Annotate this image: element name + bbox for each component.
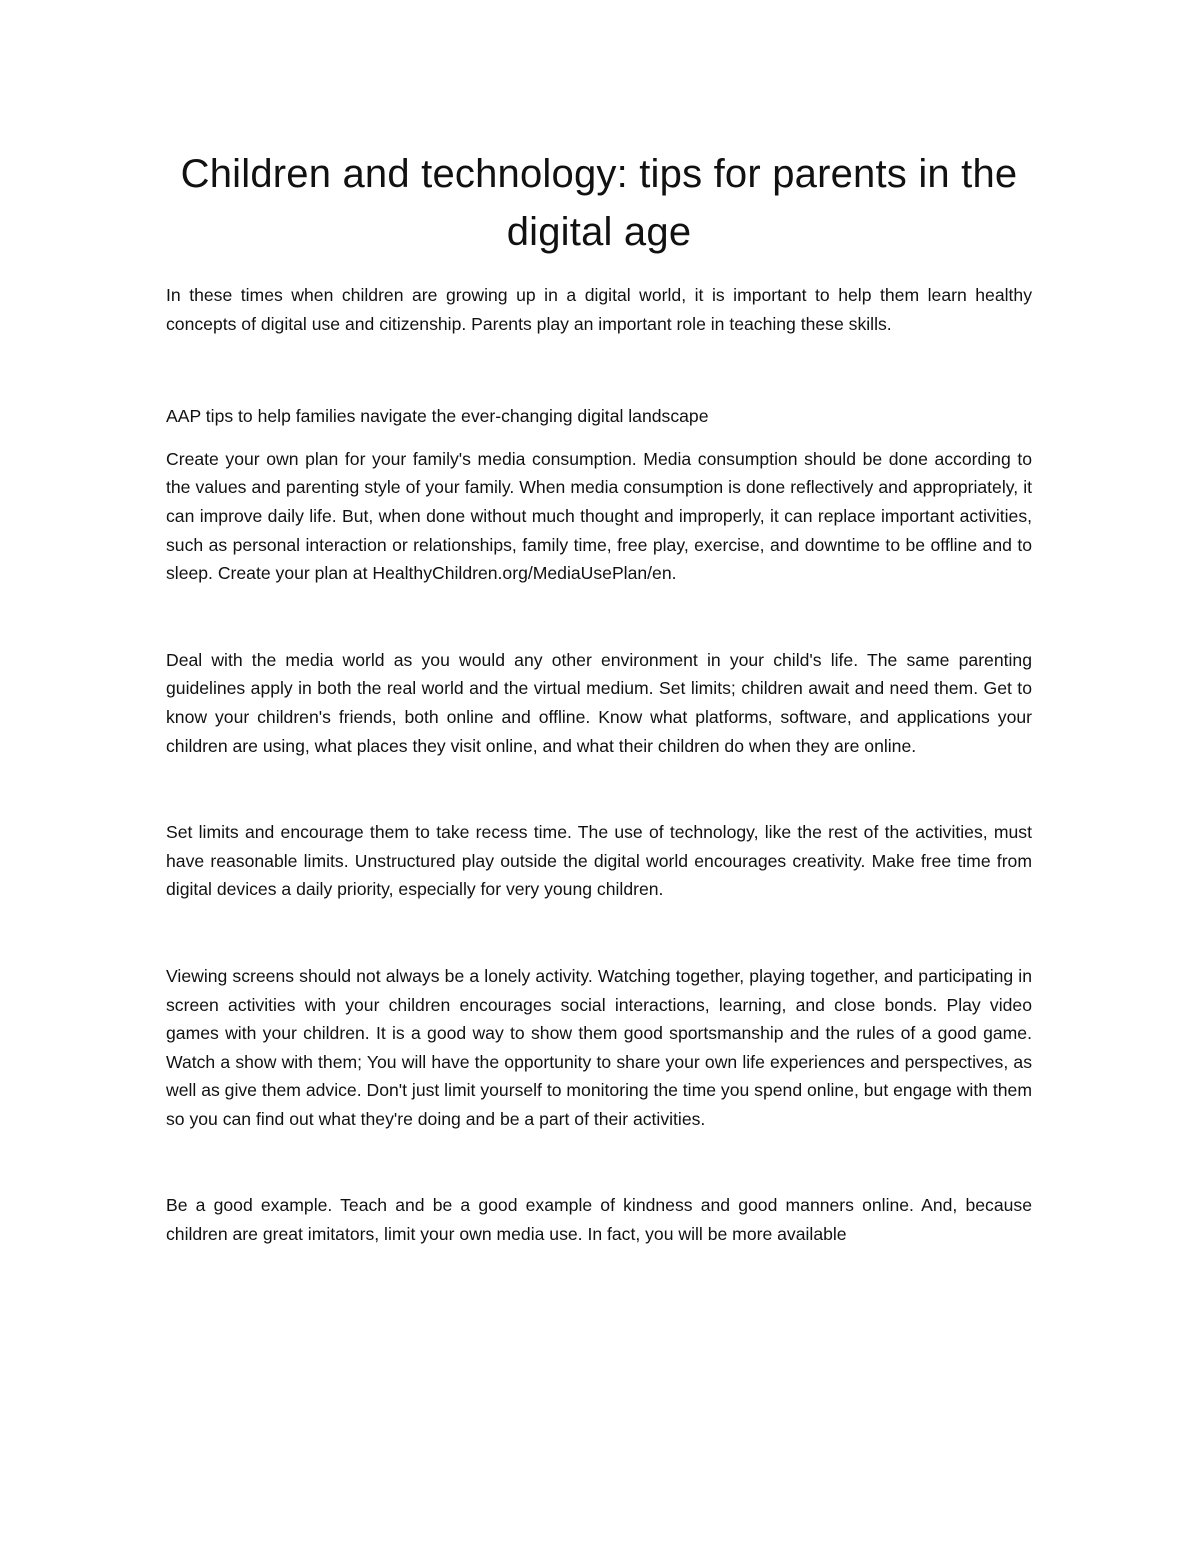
body-paragraph-good-example: Be a good example. Teach and be a good example of kindness and good manners online. And, because children are great imitators, limit your own media use. In fact, you will be more available xyxy=(166,1195,1032,1245)
document-body xyxy=(166,145,1032,1249)
body-paragraph-viewing-screens: Viewing screens should not always be a lonely activity. Watching together, playing together, and participating in screen activities with your children encourages social interactions, learning, and close bonds. Play video games with your children. It is a good way to show them good sportsmanship and the rules of a good game. Watch a show with them; You will have the opportunity to share your own life experiences and perspectives, as well as give them advice. Don't just limit yourself to monitoring the time you spend online, but engage with them so you can find out what they're doing and be a part of their activities. xyxy=(166,965,1032,1129)
body-paragraph-media-plan: Create your own plan for your family's media consumption. Media consumption should be done according to the values and parenting style of your family. When media consumption is done reflectively and appropriately, it can improve daily life. But, when done without much thought and improperly, it can replace important activities, such as personal interaction or relationships, family time, free play, exercise, and downtime to be offline and to sleep. Create your plan at HealthyChildren.org/MediaUsePlan/en. xyxy=(166,448,1032,584)
body-paragraph-media-world: Deal with the media world as you would any other environment in your child's life. The same parenting guidelines apply in both the real world and the virtual medium. Set limits; children await and need them. Get to know your children's friends, both online and offline. Know what platforms, software, and applications your children are using, what places they visit online, and what their children do when they are online. xyxy=(166,649,1032,756)
section-heading: AAP tips to help families navigate the ever-changing digital landscape xyxy=(166,406,709,427)
intro-paragraph: In these times when children are growing up in a digital world, it is important to help them learn healthy concepts of digital use and citizenship. Parents play an important role in teaching these skills. xyxy=(166,285,1032,334)
page-title: Children and technology: tips for parents in the digital age xyxy=(180,152,1018,254)
body-paragraph-set-limits: Set limits and encourage them to take recess time. The use of technology, like the rest of the activities, must have reasonable limits. Unstructured play outside the digital world encourages creativity. Make free time from digital devices a daily priority, especially for very young children. xyxy=(166,822,1032,900)
